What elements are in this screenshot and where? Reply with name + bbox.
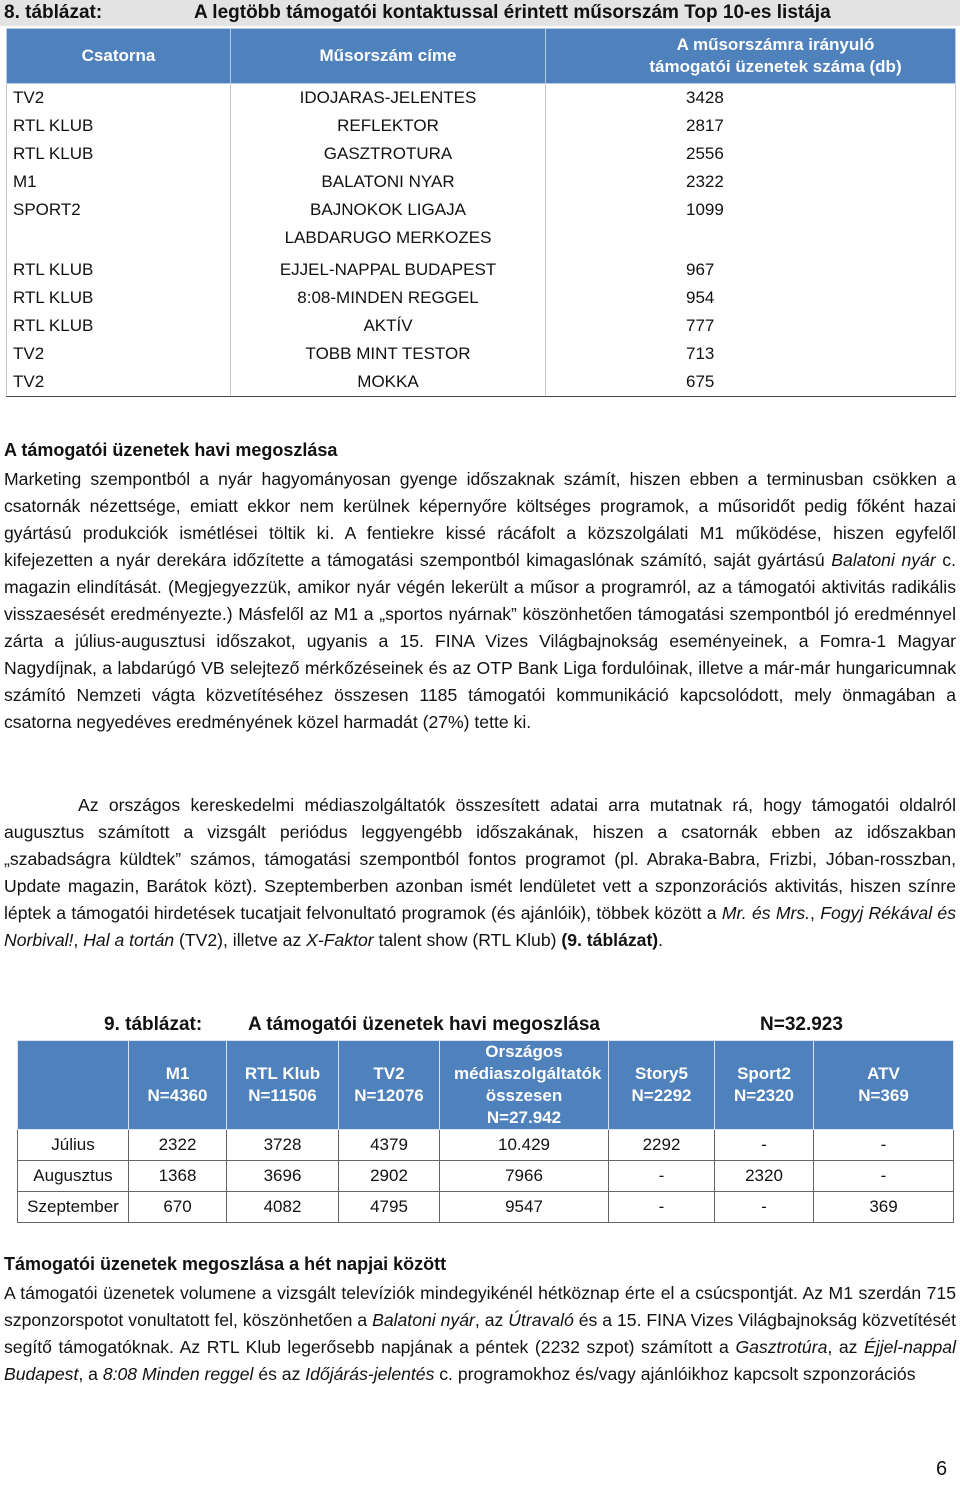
text-italic: 8:08 Minden reggel xyxy=(102,1364,254,1384)
cell-program: MOKKA xyxy=(231,368,546,397)
cell-total: 10.429 xyxy=(440,1130,609,1161)
table-row xyxy=(7,284,956,312)
text-italic: Gasztrotúra xyxy=(735,1337,828,1357)
text-run: A támogatói üzenetek volumene a vizsgált televíziók mindegyikénél hétköznap érte el a csúcspontját. Az M1 szerdán 715 szponzorspotot vonultatott fel, köszönhetően a xyxy=(4,1283,956,1330)
section1-paragraph1 xyxy=(4,466,956,736)
section1-heading: A támogatói üzenetek havi megoszlása xyxy=(4,440,338,460)
col-header-m1 xyxy=(129,1041,227,1130)
col-header-sport2 xyxy=(715,1041,814,1130)
cell-program: BALATONI NYAR xyxy=(231,168,546,196)
cell-channel: TV2 xyxy=(7,84,231,113)
page-number: 6 xyxy=(936,1458,948,1480)
cell-program: GASZTROTURA xyxy=(231,140,546,168)
table-row xyxy=(18,1192,954,1223)
cell-tv2: 4795 xyxy=(339,1192,440,1223)
table1-title: A legtöbb támogatói kontaktussal érintett műsorszám Top 10-es listája xyxy=(194,2,831,23)
table2-total: N=32.923 xyxy=(760,1014,843,1035)
col-header-rtl xyxy=(227,1041,339,1130)
cell-channel: TV2 xyxy=(7,340,231,368)
header-n: N=11506 xyxy=(248,1086,317,1105)
text-run: Marketing szempontból a nyár hagyományosan gyenge időszaknak számít, hiszen ebben a terminusban csökken a csatornák nézettsége, emiatt ekkor nem kerülnek képernyőre költséges programok, a műsoridőt pedig főként hazai gyártású produkciók ismétlései töltik ki. A fentiekre kissé rácáfolt a közszolgálati M1 működése, hiszen egyfelől kifejezetten a nyár derekára időzítette a támogatási szempontból kimagaslónak számító, saját gyártású xyxy=(4,469,956,570)
table-row xyxy=(7,168,956,196)
table-row xyxy=(7,196,956,256)
table-row xyxy=(7,340,956,368)
cell-program: BAJNOKOK LIGAJA LABDARUGO MERKOZES xyxy=(231,196,546,256)
text-run: és a 15. FINA Vizes Világbajnokság közvetítését segítő támogatóknak. Az RTL Klub legerősebb napjának a péntek (2232 szpot) számított a xyxy=(4,1310,956,1357)
cell-story5: 2292 xyxy=(609,1130,715,1161)
table-row xyxy=(7,112,956,140)
text-run: , xyxy=(810,903,821,923)
cell-total: 7966 xyxy=(440,1161,609,1192)
cell-story5: - xyxy=(609,1161,715,1192)
text-run: , xyxy=(73,930,84,950)
section1-paragraph2 xyxy=(4,792,956,954)
table-row xyxy=(7,256,956,284)
text-italic: Mr. és Mrs. xyxy=(721,903,811,923)
table-row xyxy=(7,84,956,113)
text-italic: X-Faktor xyxy=(306,930,374,950)
cell-sport2: - xyxy=(715,1192,814,1223)
cell-channel: RTL KLUB xyxy=(7,140,231,168)
table2-title-bar xyxy=(104,1014,843,1036)
top10-table xyxy=(6,28,956,397)
header-n: N=2292 xyxy=(631,1086,692,1105)
text-run: talent show (RTL Klub) xyxy=(373,930,562,950)
header-name: Sport2 xyxy=(737,1064,791,1083)
cell-program: EJJEL-NAPPAL BUDAPEST xyxy=(231,256,546,284)
table2-caption: 9. táblázat: xyxy=(104,1014,203,1035)
cell-sport2: - xyxy=(715,1130,814,1161)
section2-heading: Támogatói üzenetek megoszlása a hét napjai között xyxy=(4,1254,447,1274)
cell-count: 713 xyxy=(546,340,956,368)
cell-channel: RTL KLUB xyxy=(7,256,231,284)
text-run: c. magazin elindítását. (Megjegyezzük, amikor nyár végén lekerült a műsor a programról, az a támogatói aktivitás radikális visszaesését eredményezte.) Másfelől az M1 a „sportos nyárnak” köszönhetően támogatási szempontból jó eredménnyel zárta a július-augusztusi időszakot, ugyanis a 15. FINA Vizes Világbajnokság eseményeinek, a Fomra-1 Magyar Nagydíjnak, a labdarúgó VB selejtező mérkőzéseinek és az OTP Bank Liga fordulóinak, illetve a már-már hungaricumnak számító Nemzeti vágta közvetítéséhez összesen 1185 támogatói kommunikáció kapcsolódott, mely önmagában a csatorna negyedéves eredményének közel harmadát (27%) tette ki. xyxy=(4,550,956,732)
table-row xyxy=(7,368,956,397)
cell-channel: SPORT2 xyxy=(7,196,231,256)
cell-rtl: 4082 xyxy=(227,1192,339,1223)
monthly-table xyxy=(17,1040,954,1223)
header-n: N=2320 xyxy=(733,1086,795,1105)
cell-count: 777 xyxy=(546,312,956,340)
text-italic: Időjárás-jelentés xyxy=(305,1364,435,1384)
cell-program: TOBB MINT TESTOR xyxy=(231,340,546,368)
text-run: , az xyxy=(827,1337,865,1357)
header-name: Story5 xyxy=(635,1064,688,1083)
text-run: , a xyxy=(78,1364,103,1384)
col-header-story5 xyxy=(609,1041,715,1130)
cell-count: 2817 xyxy=(546,112,956,140)
table-row xyxy=(18,1130,954,1161)
cell-month: Augusztus xyxy=(18,1161,129,1192)
text-italic: Éjjel-nappal Budapest xyxy=(4,1337,956,1384)
table2-title: A támogatói üzenetek havi megoszlása xyxy=(248,1014,600,1035)
col-header-channel: Csatorna xyxy=(7,29,231,84)
header-name: ATV xyxy=(867,1064,900,1083)
cell-count: 967 xyxy=(546,256,956,284)
header-name: RTL Klub xyxy=(244,1064,321,1083)
table2-header-row xyxy=(18,1041,954,1130)
cell-sport2: 2320 xyxy=(715,1161,814,1192)
header-name: TV2 xyxy=(373,1064,405,1083)
cell-channel: M1 xyxy=(7,168,231,196)
cell-month: Szeptember xyxy=(18,1192,129,1223)
cell-rtl: 3696 xyxy=(227,1161,339,1192)
cell-atv: - xyxy=(814,1161,954,1192)
cell-channel: RTL KLUB xyxy=(7,312,231,340)
col-header-total xyxy=(440,1041,609,1130)
cell-channel: TV2 xyxy=(7,368,231,397)
cell-count: 675 xyxy=(546,368,956,397)
cell-program: AKTÍV xyxy=(231,312,546,340)
cell-count: 2556 xyxy=(546,140,956,168)
header-n: N=12076 xyxy=(354,1086,424,1105)
text-italic: Hal a tortán xyxy=(83,930,175,950)
text-italic: Balatoni nyár xyxy=(831,550,936,570)
cell-atv: 369 xyxy=(814,1192,954,1223)
col-header-count: A műsorszámra irányuló támogatói üzenetek száma (db) xyxy=(546,29,956,84)
text-run: és az xyxy=(253,1364,306,1384)
header-n: N=27.942 xyxy=(486,1108,562,1127)
header-n: N=4360 xyxy=(147,1086,208,1105)
text-run: , az xyxy=(474,1310,509,1330)
table1-caption: 8. táblázat: xyxy=(4,2,103,23)
table-row xyxy=(7,140,956,168)
cell-m1: 2322 xyxy=(129,1130,227,1161)
cell-m1: 1368 xyxy=(129,1161,227,1192)
text-italic: Útravaló xyxy=(508,1310,574,1330)
cell-month: Július xyxy=(18,1130,129,1161)
table-row xyxy=(18,1161,954,1192)
table1-header-row xyxy=(7,29,956,84)
col-header-atv xyxy=(814,1041,954,1130)
cell-program: IDOJARAS-JELENTES xyxy=(231,84,546,113)
col-header-program: Műsorszám címe xyxy=(231,29,546,84)
cell-story5: - xyxy=(609,1192,715,1223)
cell-count: 2322 xyxy=(546,168,956,196)
cell-program: 8:08-MINDEN REGGEL xyxy=(231,284,546,312)
header-name: Országos médiaszolgáltatók összesen xyxy=(454,1042,602,1105)
text-run: (TV2), illetve az xyxy=(174,930,307,950)
cell-total: 9547 xyxy=(440,1192,609,1223)
table-reference: (9. táblázat) xyxy=(561,930,659,950)
text-run: Az országos kereskedelmi médiaszolgáltatók összesített adatai arra mutatnak rá, hogy támogatói oldalról augusztus számított a vizsgált periódus leggyengébb időszakának, hiszen a csatornák ebben az időszakban „szabadságra küldtek” számos, támogatási szempontból fontos programot (pl. Abraka-Babra, Frizbi, Jóban-rosszban, Update magazin, Barátok közt). Szeptemberben azonban ismét lendületet vett a szponzorációs aktivitás, hiszen színre léptek a támogatói hirdetések tucatjait felvonultató programok (és ajánlóik), többek között a xyxy=(4,795,956,923)
section2-paragraph xyxy=(4,1280,956,1388)
header-n: N=369 xyxy=(858,1086,909,1105)
text-italic: Balatoni nyár xyxy=(372,1310,475,1330)
header-name: M1 xyxy=(165,1064,190,1083)
cell-count: 1099 xyxy=(546,196,956,256)
cell-tv2: 4379 xyxy=(339,1130,440,1161)
cell-count: 3428 xyxy=(546,84,956,113)
cell-rtl: 3728 xyxy=(227,1130,339,1161)
cell-program: REFLEKTOR xyxy=(231,112,546,140)
cell-m1: 670 xyxy=(129,1192,227,1223)
col-header-month xyxy=(18,1041,129,1130)
col-header-tv2 xyxy=(339,1041,440,1130)
text-run: c. programokhoz és/vagy ajánlóikhoz kapcsolt szponzorációs xyxy=(434,1364,916,1384)
table-row xyxy=(7,312,956,340)
cell-atv: - xyxy=(814,1130,954,1161)
cell-tv2: 2902 xyxy=(339,1161,440,1192)
cell-channel: RTL KLUB xyxy=(7,112,231,140)
text-run: . xyxy=(658,930,664,950)
cell-count: 954 xyxy=(546,284,956,312)
text-italic: Fogyj Rékával és Norbival! xyxy=(4,903,957,950)
cell-channel: RTL KLUB xyxy=(7,284,231,312)
table1-title-bar xyxy=(0,0,960,26)
